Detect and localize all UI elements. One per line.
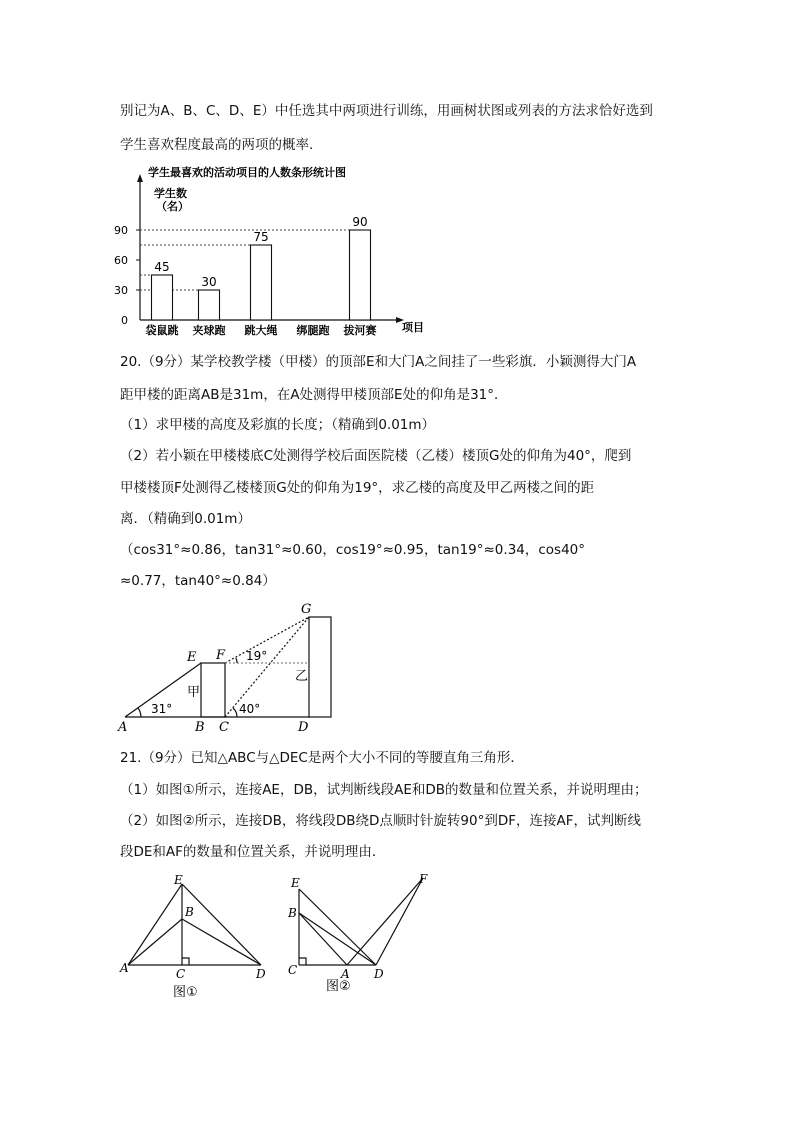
label-G: G xyxy=(301,602,312,617)
triangle-figure-2 xyxy=(280,866,440,996)
segment-ED xyxy=(299,889,376,965)
segment-BA xyxy=(299,913,347,965)
bar-0 xyxy=(152,275,173,320)
bar-1 xyxy=(199,290,220,320)
y-tick-label-0: 0 xyxy=(121,314,128,327)
angle-label-40: 40° xyxy=(239,702,261,716)
fig2-label-E: E xyxy=(291,876,300,890)
fig1-label-B: B xyxy=(185,905,194,919)
category-label-4: 拔河赛 xyxy=(343,324,377,337)
category-label-3: 绑腿跑 xyxy=(296,324,330,337)
label-A: A xyxy=(118,720,128,735)
right-angle-mark xyxy=(182,958,189,965)
fig1-label-D: D xyxy=(256,967,266,981)
y-tick-label-90: 90 xyxy=(114,224,128,237)
bar-chart xyxy=(114,160,438,340)
segment-DE xyxy=(182,884,261,965)
q20-text-line-4: （2）若小颖在甲楼楼底C处测得学校后面医院楼（乙楼）楼顶G处的仰角为40°，爬到 xyxy=(120,448,632,464)
triangle-figure-1 xyxy=(112,872,272,1002)
segment-AE xyxy=(128,884,182,965)
q19-text-line-1: 别记为A、B、C、D、E）中任选其中两项进行训练，用画树状图或列表的方法求恰好选到 xyxy=(120,103,653,119)
label-jia: 甲 xyxy=(187,685,201,700)
chart-title: 学生最喜欢的活动项目的人数条形统计图 xyxy=(148,166,346,179)
fig2-label-B: B xyxy=(288,906,297,920)
y-tick-label-60: 60 xyxy=(114,254,128,267)
q20-text-line-2: 距甲楼的距离AB是31m，在A处测得甲楼顶部E处的仰角是31°． xyxy=(120,387,508,403)
segment-AB xyxy=(128,919,182,965)
segment-BD xyxy=(299,913,376,965)
q21-text-line-3: （2）如图②所示，连接DB，将线段DB绕D点顺时针旋转90°到DF，连接AF，试判断线 xyxy=(120,813,641,829)
angle-arc-31 xyxy=(138,708,141,717)
label-D: D xyxy=(298,720,309,735)
q20-text-line-6: 离．（精确到0.01m） xyxy=(120,511,251,527)
chart-ylabel: 学生数 xyxy=(154,187,187,200)
fig1-label-A: A xyxy=(120,961,129,975)
angle-arc-19 xyxy=(236,658,237,663)
right-angle-mark xyxy=(299,958,306,965)
building-jia xyxy=(201,663,225,717)
fig2-label-D: D xyxy=(374,967,384,981)
fig1-label-E: E xyxy=(174,873,183,887)
angle-label-31: 31° xyxy=(151,702,173,716)
label-E: E xyxy=(187,650,197,665)
data-label-4: 90 xyxy=(352,215,368,229)
building-diagram xyxy=(115,598,345,736)
chart-xlabel: 项目 xyxy=(402,321,424,334)
label-F: F xyxy=(216,648,226,663)
q20-text-line-5: 甲楼楼顶F处测得乙楼楼顶G处的仰角为19°，求乙楼的高度及甲乙两楼之间的距 xyxy=(120,480,595,496)
q21-text-line-2: （1）如图①所示，连接AE，DB，试判断线段AE和DB的数量和位置关系，并说明理由； xyxy=(120,782,648,798)
bar-4 xyxy=(350,230,371,320)
segment-AF xyxy=(347,878,423,965)
label-yi: 乙 xyxy=(295,669,309,684)
q20-text-line-3: （1）求甲楼的高度及彩旗的长度；（精确到0.01m） xyxy=(120,417,436,433)
angle-label-19: 19° xyxy=(246,649,268,663)
q20-text-line-8: ≈0.77，tan40°≈0.84） xyxy=(120,573,276,589)
label-B: B xyxy=(195,720,205,735)
segment-DB xyxy=(182,919,261,965)
bar-2 xyxy=(251,245,272,320)
q20-text-line-7: （cos31°≈0.86，tan31°≈0.60，cos19°≈0.95，tan19°≈0.34，cos40° xyxy=(120,542,586,558)
y-tick-label-30: 30 xyxy=(114,284,128,297)
data-label-1: 30 xyxy=(201,275,217,289)
data-label-2: 75 xyxy=(253,230,269,244)
fig2-label-F: F xyxy=(419,872,428,886)
fig2-label-A: A xyxy=(341,967,350,981)
q20-text-line-1: 20.（9分）某学校教学楼（甲楼）的顶部E和大门A之间挂了一些彩旗．小颖测得大门A xyxy=(120,354,637,370)
category-label-0: 袋鼠跳 xyxy=(145,324,179,337)
q21-text-line-4: 段DE和AF的数量和位置关系，并说明理由． xyxy=(120,844,386,860)
y-axis-arrow xyxy=(137,174,143,182)
fig2-caption: 图② xyxy=(326,979,351,994)
angle-arc-40 xyxy=(233,708,237,717)
fig1-label-C: C xyxy=(176,967,186,981)
fig2-label-C: C xyxy=(288,963,298,977)
q21-text-line-1: 21.（9分）已知△ABC与△DEC是两个大小不同的等腰直角三角形． xyxy=(120,750,524,766)
label-C: C xyxy=(219,720,229,735)
q19-text-line-2: 学生喜欢程度最高的两项的概率. xyxy=(120,137,314,153)
category-label-1: 夹球跑 xyxy=(192,324,226,337)
fig1-caption: 图① xyxy=(173,985,198,1000)
data-label-0: 45 xyxy=(154,260,170,274)
category-label-2: 跳大绳 xyxy=(244,324,278,337)
segment-DF xyxy=(376,878,423,965)
building-yi xyxy=(309,617,331,717)
chart-ylabel-unit: （名） xyxy=(156,200,189,213)
sightline-CG xyxy=(225,617,309,717)
